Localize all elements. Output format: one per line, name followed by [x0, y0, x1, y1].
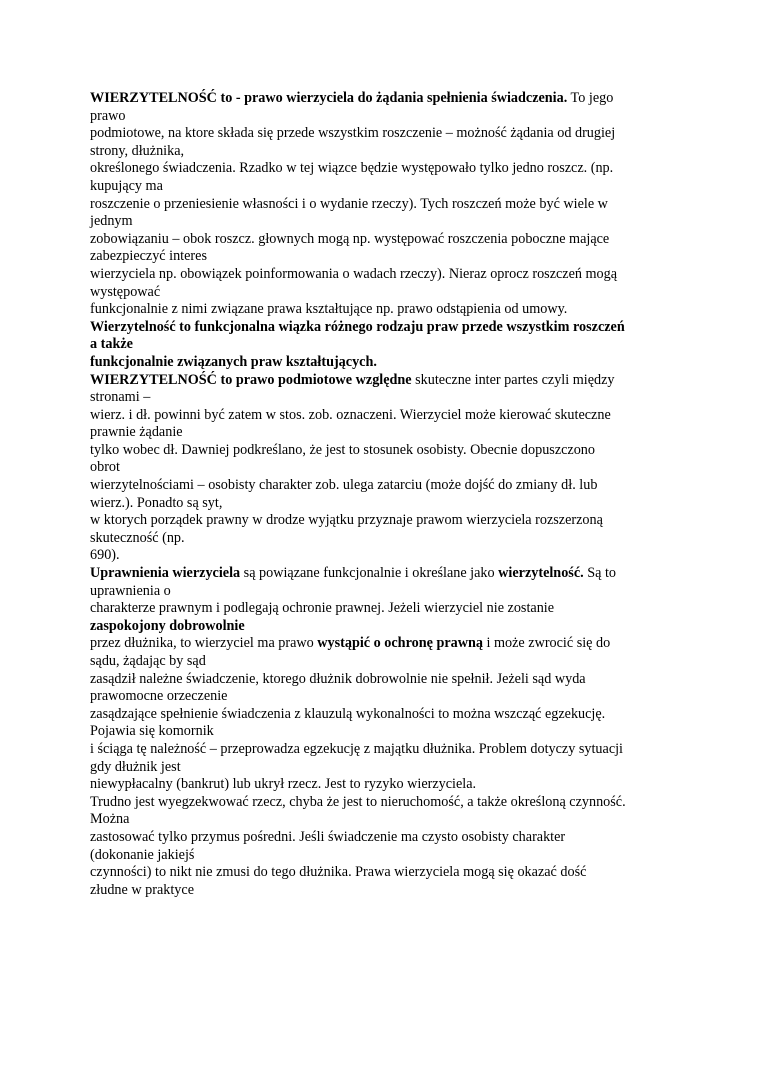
text-segment: Są to [583, 565, 616, 582]
text-segment: i może zwrocić się do [482, 635, 611, 652]
text-line [90, 547, 680, 565]
text-line [90, 829, 680, 847]
text-line [90, 811, 680, 829]
text-segment: określonego świadczenia. Rzadko w tej wiązce będzie występowało tylko jedno roszcz. (np. [90, 160, 614, 177]
text-segment: wierz.). Ponadto są syt, [90, 494, 223, 511]
text-segment: czynności) to nikt nie zmusi do tego dłużnika. Prawa wierzyciela mogą się okazać dość [90, 864, 587, 881]
text-segment: Można [90, 811, 130, 828]
text-segment: Trudno jest wyegzekwować rzecz, chyba że jest to nieruchomość, a także określoną czynność. [90, 793, 626, 810]
text-line [90, 635, 680, 653]
text-segment: kupujący ma [90, 177, 163, 194]
text-line [90, 794, 680, 812]
text-segment: prawomocne orzeczenie [90, 688, 228, 705]
text-segment: skuteczność (np. [90, 529, 185, 546]
text-segment: 690). [90, 547, 120, 564]
bold-text-segment: zaspokojony dobrowolnie [90, 617, 245, 634]
text-segment: wierzytelnościami – osobisty charakter zob. ulega zatarciu (może dojść do zmiany dł. lub [90, 477, 598, 494]
text-segment: wierzyciela np. obowiązek poinformowania o wadach rzeczy). Nieraz oprocz roszczeń mogą [90, 265, 618, 282]
text-line [90, 196, 680, 214]
text-segment: przez dłużnika, to wierzyciel ma prawo [90, 635, 318, 652]
text-line [90, 618, 680, 636]
text-segment: tylko wobec dł. Dawniej podkreślano, że jest to stosunek osobisty. Obecnie dopuszczono [90, 441, 595, 458]
text-segment: są powiązane funkcjonalnie i określane jako [240, 565, 499, 582]
text-line [90, 741, 680, 759]
text-line [90, 108, 680, 126]
text-line [90, 512, 680, 530]
text-line [90, 284, 680, 302]
text-line [90, 882, 680, 900]
text-segment: niewypłacalny (bankrut) lub ukrył rzecz. Jest to ryzyko wierzyciela. [90, 776, 477, 793]
text-line [90, 442, 680, 460]
text-line [90, 336, 680, 354]
text-segment: wierz. i dł. powinni być zatem w stos. zob. oznaczeni. Wierzyciel może kierować skuteczne [90, 406, 611, 423]
text-line [90, 266, 680, 284]
text-line [90, 389, 680, 407]
text-segment: zobowiązaniu – obok roszcz. głownych mogą np. występować roszczenia poboczne mające [90, 230, 610, 247]
text-line [90, 213, 680, 231]
text-line [90, 160, 680, 178]
text-segment: stronami – [90, 389, 151, 406]
text-line [90, 495, 680, 513]
text-segment: i ściąga tę należność – przeprowadza egzekucję z majątku dłużnika. Problem dotyczy sytuacji [90, 740, 623, 757]
text-segment: prawnie żądanie [90, 424, 183, 441]
text-line [90, 864, 680, 882]
text-line [90, 653, 680, 671]
text-segment: strony, dłużnika, [90, 142, 185, 159]
text-segment: funkcjonalnie z nimi związane prawa kształtujące np. prawo odstąpienia od umowy. [90, 301, 568, 318]
text-line [90, 583, 680, 601]
text-line [90, 723, 680, 741]
text-segment: podmiotowe, na ktore składa się przede wszystkim roszczenie – możność żądania od drugiej [90, 125, 616, 142]
text-segment: Pojawia się komornik [90, 723, 214, 740]
text-line [90, 319, 680, 337]
text-line [90, 143, 680, 161]
text-segment: zastosować tylko przymus pośredni. Jeśli świadczenie ma czysto osobisty charakter [90, 828, 566, 845]
text-segment: zasądzające spełnienie świadczenia z klauzulą wykonalności to można wszcząć egzekucję. [90, 705, 606, 722]
text-segment: uprawnienia o [90, 582, 171, 599]
text-line [90, 565, 680, 583]
bold-text-segment: wierzytelność. [498, 565, 584, 582]
text-segment: (dokonanie jakiejś [90, 846, 195, 863]
text-segment: charakterze prawnym i podlegają ochronie prawnej. Jeżeli wierzyciel nie zostanie [90, 600, 555, 617]
text-line [90, 530, 680, 548]
bold-text-segment: WIERZYTELNOŚĆ to - prawo wierzyciela do żądania spełnienia świadczenia. [90, 90, 568, 106]
text-line [90, 354, 680, 372]
text-segment: obrot [90, 459, 120, 476]
text-line [90, 90, 680, 108]
text-line [90, 459, 680, 477]
text-line [90, 600, 680, 618]
text-segment: złudne w praktyce [90, 881, 194, 898]
bold-text-segment: a także [90, 336, 133, 353]
text-line [90, 372, 680, 390]
text-segment: gdy dłużnik jest [90, 758, 181, 775]
text-line [90, 301, 680, 319]
bold-text-segment: wystąpić o ochronę prawną [317, 635, 483, 652]
bold-text-segment: funkcjonalnie związanych praw kształtujących. [90, 353, 377, 370]
text-line [90, 776, 680, 794]
text-line [90, 847, 680, 865]
text-line [90, 706, 680, 724]
bold-text-segment: WIERZYTELNOŚĆ to prawo podmiotowe względne [90, 371, 412, 388]
text-segment: występować [90, 283, 161, 300]
text-segment: roszczenie o przeniesienie własności i o wydanie rzeczy). Tych roszczeń może być wiele w [90, 195, 608, 212]
text-segment: jednym [90, 213, 133, 230]
text-segment: zabezpieczyć interes [90, 248, 207, 265]
bold-text-segment: Wierzytelność to funkcjonalna wiązka różnego rodzaju praw przede wszystkim roszczeń [90, 318, 625, 335]
text-segment: To jego [567, 90, 614, 106]
document-body [90, 90, 680, 899]
text-segment: w ktorych porządek prawny w drodze wyjątku przyznaje prawom wierzyciela rozszerzoną [90, 512, 603, 529]
text-line [90, 424, 680, 442]
text-line [90, 231, 680, 249]
text-line [90, 477, 680, 495]
text-line [90, 671, 680, 689]
bold-text-segment: Uprawnienia wierzyciela [90, 565, 241, 582]
text-segment: skuteczne inter partes czyli między [411, 371, 615, 388]
text-line [90, 125, 680, 143]
text-line [90, 688, 680, 706]
text-line [90, 407, 680, 425]
text-line [90, 759, 680, 777]
text-segment: sądu, żądając by sąd [90, 653, 206, 669]
text-segment: zasądził należne świadczenie, ktorego dłużnik dobrowolnie nie spełnił. Jeżeli sąd wyda [90, 670, 586, 687]
text-segment: prawo [90, 107, 126, 124]
text-line [90, 248, 680, 266]
text-line [90, 178, 680, 196]
